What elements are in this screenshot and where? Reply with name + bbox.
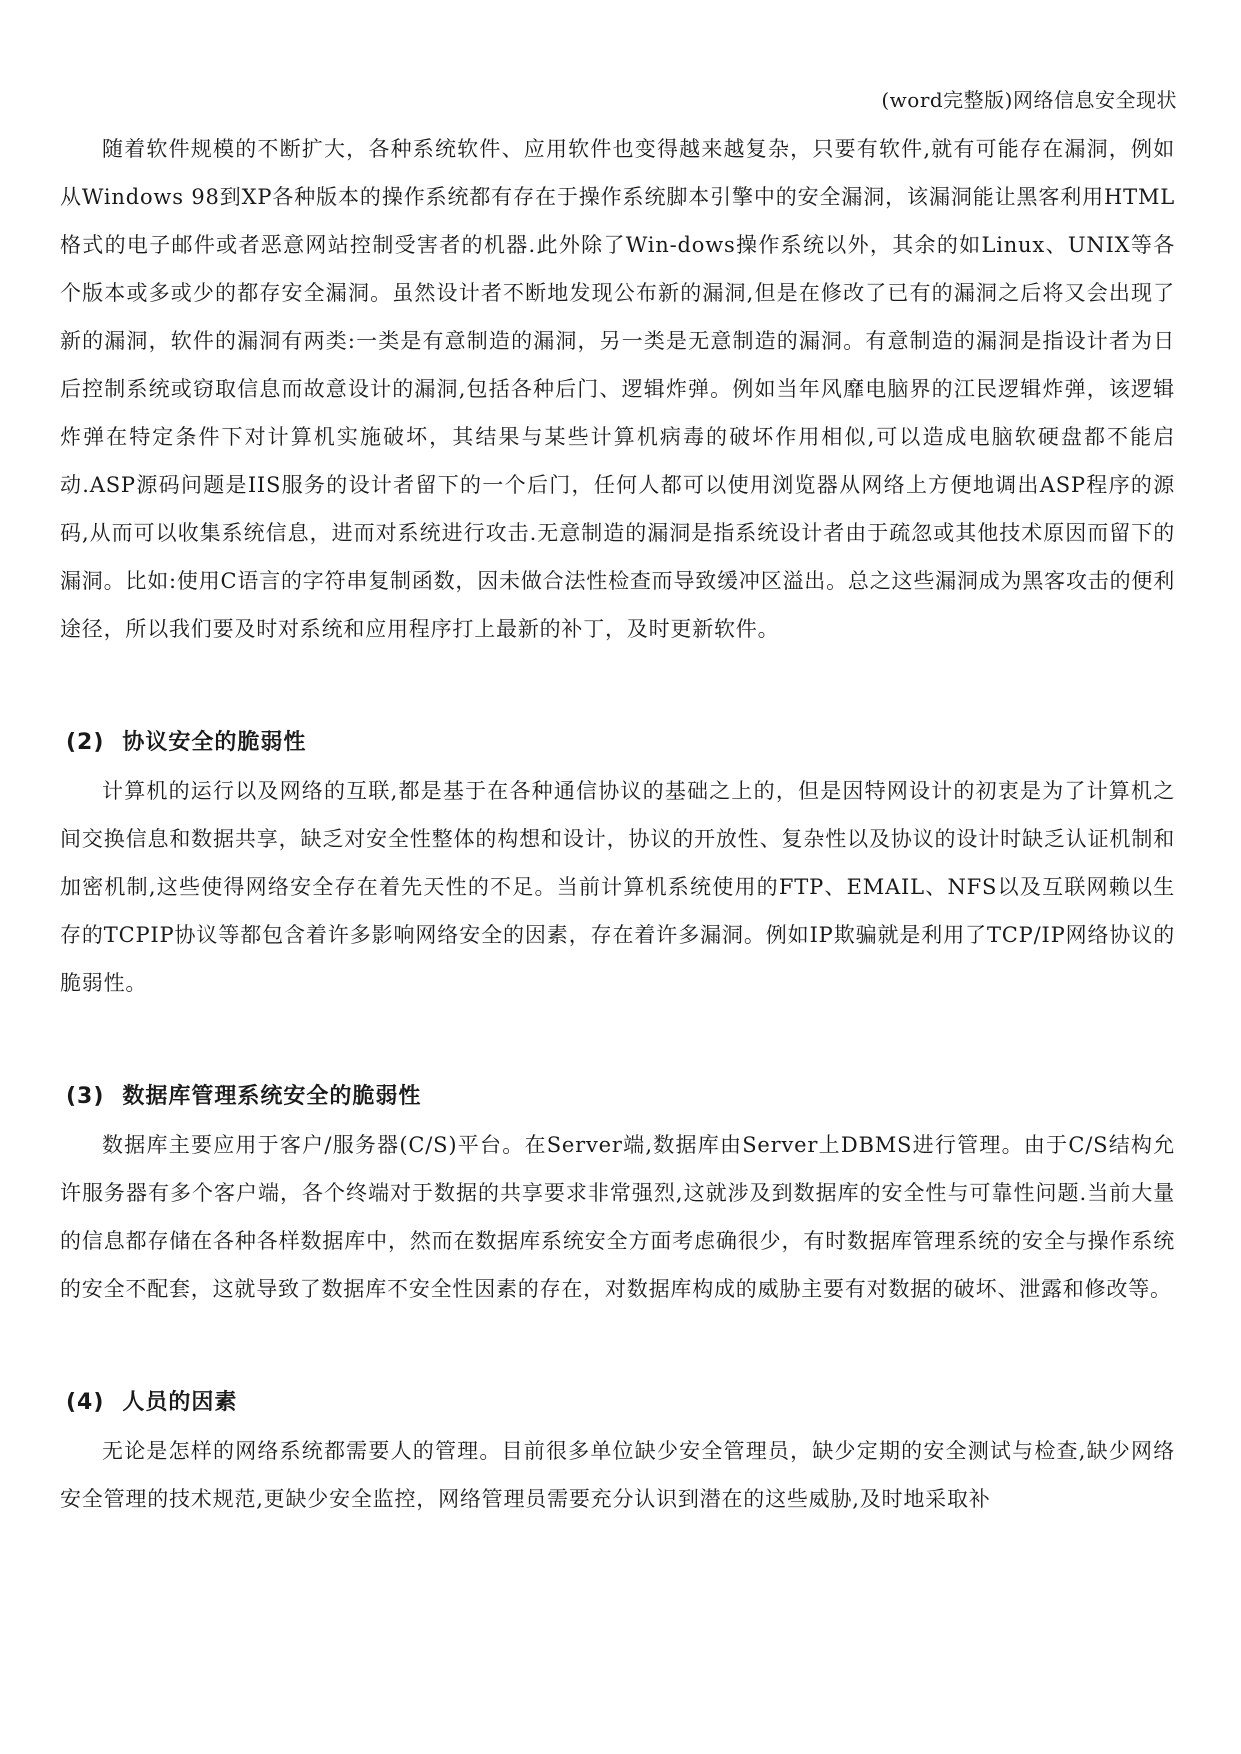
section-title: 人员的因素 bbox=[122, 1390, 238, 1415]
section-heading-database bbox=[60, 1073, 1175, 1121]
section-spacer bbox=[60, 1313, 1175, 1379]
section-paragraph-protocol: 计算机的运行以及网络的互联,都是基于在各种通信协议的基础之上的，但是因特网设计的初衷是为了计算机之间交换信息和数据共享，缺乏对安全性整体的构想和设计，协议的开放性、复杂性以及协议的设计时缺乏认证机制和加密机制,这些使得网络安全存在着先天性的不足。当前计算机系统使用的FTP、EMAIL、NFS以及互联网赖以生存的TCPIP协议等都包含着许多影响网络安全的因素，存在着许多漏洞。例如IP欺骗就是利用了TCP/IP网络协议的脆弱性。 bbox=[60, 779, 1175, 995]
section-number: (3) bbox=[66, 1084, 105, 1109]
section-spacer bbox=[60, 1007, 1175, 1073]
section-title: 数据库管理系统安全的脆弱性 bbox=[122, 1084, 422, 1109]
document-body bbox=[60, 125, 1175, 1523]
section-number: (2) bbox=[66, 730, 105, 755]
section-number: (4) bbox=[66, 1390, 105, 1415]
section-paragraph-database: 数据库主要应用于客户/服务器(C/S)平台。在Server端,数据库由Server上DBMS进行管理。由于C/S结构允许服务器有多个客户端，各个终端对于数据的共享要求非常强烈,这就涉及到数据库的安全性与可靠性问题.当前大量的信息都存储在各种各样数据库中，然而在数据库系统安全方面考虑确很少，有时数据库管理系统的安全与操作系统的安全不配套，这就导致了数据库不安全性因素的存在，对数据库构成的威胁主要有对数据的破坏、泄露和修改等。 bbox=[60, 1133, 1175, 1301]
section-paragraph-personnel: 无论是怎样的网络系统都需要人的管理。目前很多单位缺少安全管理员，缺少定期的安全测试与检查,缺少网络安全管理的技术规范,更缺少安全监控，网络管理员需要充分认识到潜在的这些威胁,及时地采取补 bbox=[60, 1439, 1175, 1511]
section-spacer bbox=[60, 653, 1175, 719]
section-title: 协议安全的脆弱性 bbox=[122, 730, 307, 755]
intro-paragraph: 随着软件规模的不断扩大，各种系统软件、应用软件也变得越来越复杂，只要有软件,就有可能存在漏洞，例如从Windows 98到XP各种版本的操作系统都有存在于操作系统脚本引擎中的安全漏洞，该漏洞能让黑客利用HTML格式的电子邮件或者恶意网站控制受害者的机器.此外除了Win-dows操作系统以外，其余的如Linux、UNIX等各个版本或多或少的都存安全漏洞。虽然设计者不断地发现公布新的漏洞,但是在修改了已有的漏洞之后将又会出现了新的漏洞，软件的漏洞有两类:一类是有意制造的漏洞，另一类是无意制造的漏洞。有意制造的漏洞是指设计者为日后控制系统或窃取信息而故意设计的漏洞,包括各种后门、逻辑炸弹。例如当年风靡电脑界的江民逻辑炸弹，该逻辑炸弹在特定条件下对计算机实施破坏，其结果与某些计算机病毒的破坏作用相似,可以造成电脑软硬盘都不能启动.ASP源码问题是IIS服务的设计者留下的一个后门，任何人都可以使用浏览器从网络上方便地调出ASP程序的源码,从而可以收集系统信息，进而对系统进行攻击.无意制造的漏洞是指系统设计者由于疏忽或其他技术原因而留下的漏洞。比如:使用C语言的字符串复制函数，因未做合法性检查而导致缓冲区溢出。总之这些漏洞成为黑客攻击的便利途径，所以我们要及时对系统和应用程序打上最新的补丁，及时更新软件。 bbox=[60, 137, 1175, 641]
section-heading-personnel bbox=[60, 1379, 1175, 1427]
section-heading-protocol bbox=[60, 719, 1175, 767]
running-header: (word完整版)网络信息安全现状 bbox=[881, 88, 1177, 112]
